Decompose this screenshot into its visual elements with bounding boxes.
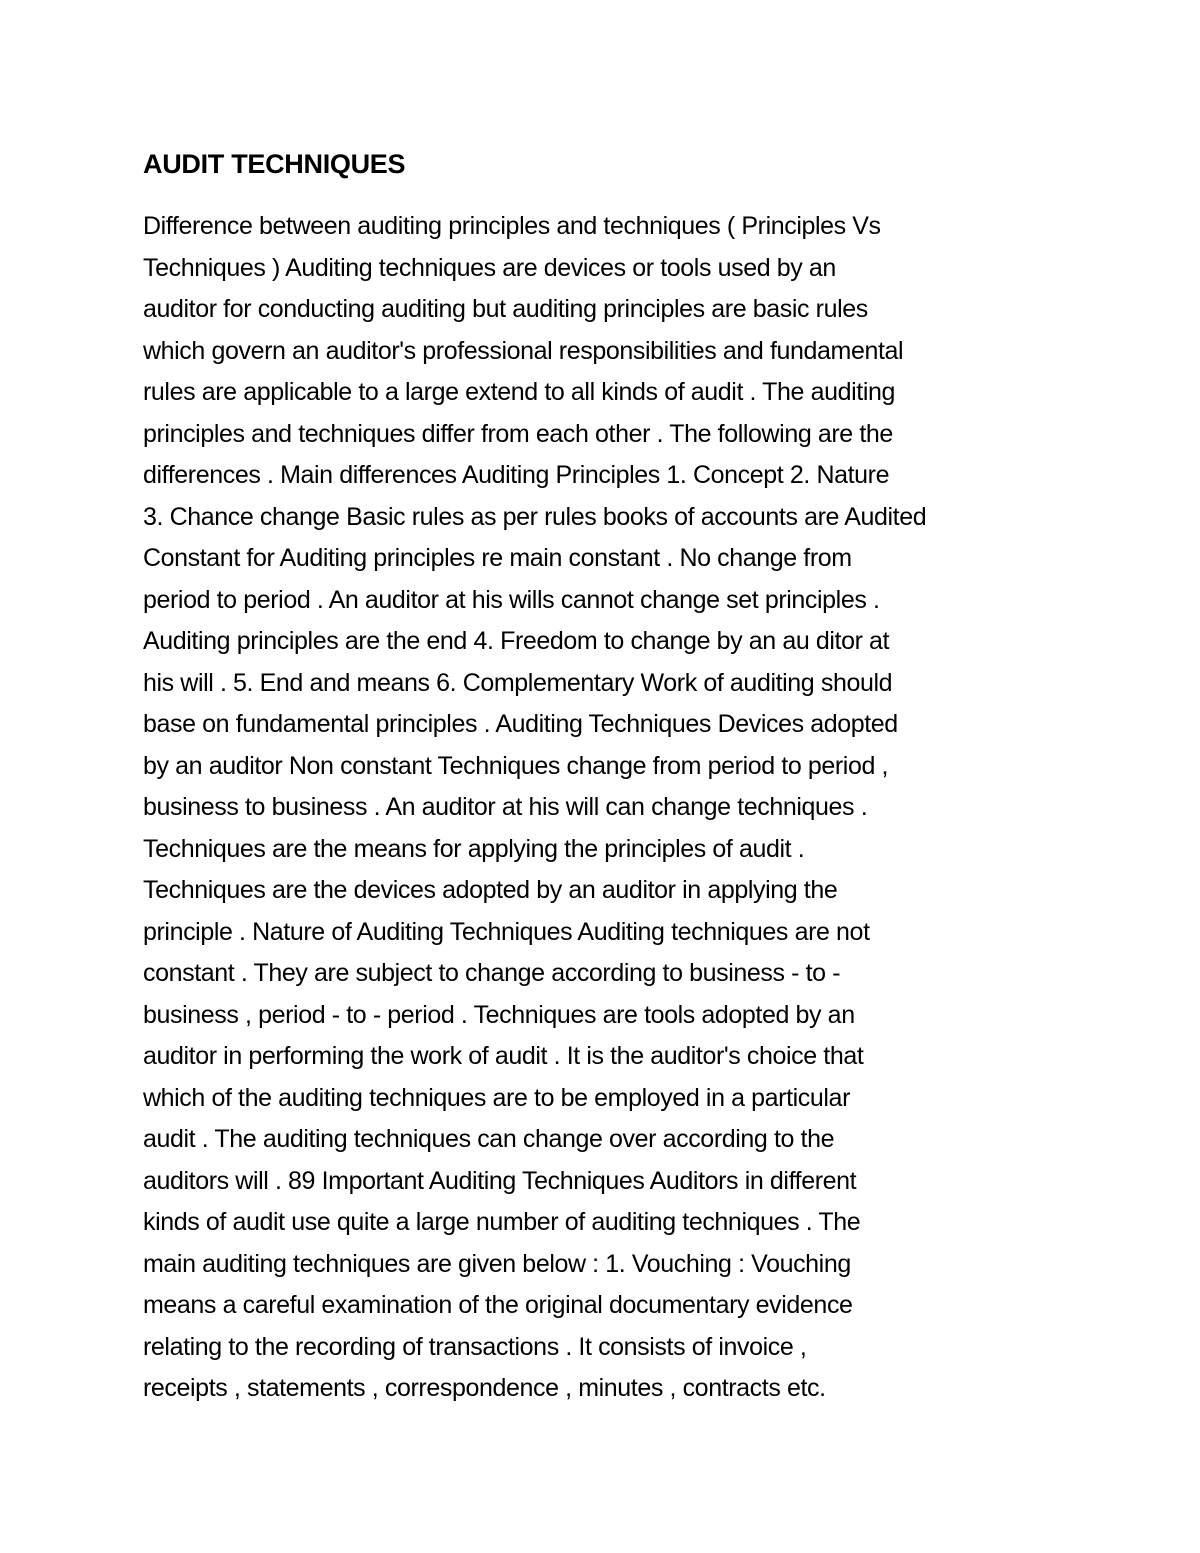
document-body — [143, 206, 926, 1410]
body-text-line: auditors will . 89 Important Auditing Techniques Auditors in different — [143, 1166, 857, 1195]
body-text-line: Techniques are the means for applying the principles of audit . — [143, 834, 805, 863]
body-text-line: Difference between auditing principles and techniques ( Principles Vs — [143, 212, 881, 240]
body-text-line: period to period . An auditor at his wills cannot change set principles . — [143, 585, 880, 614]
body-text-line: Techniques ) Auditing techniques are devices or tools used by an — [143, 253, 836, 282]
body-text-line: Techniques are the devices adopted by an auditor in applying the — [143, 876, 838, 904]
body-text-line: receipts , statements , correspondence , minutes , contracts etc. — [143, 1374, 826, 1402]
body-text-line: principle . Nature of Auditing Techniques Auditing techniques are not — [143, 917, 870, 946]
body-text-line: kinds of audit use quite a large number of auditing techniques . The — [143, 1208, 861, 1236]
body-text-line: 3. Chance change Basic rules as per rules books of accounts are Audited — [143, 502, 927, 531]
body-text-line: his will . 5. End and means 6. Complementary Work of auditing should — [143, 668, 893, 697]
body-text-line: auditor for conducting auditing but auditing principles are basic rules — [143, 295, 868, 323]
body-text-line: which govern an auditor's professional responsibilities and fundamental — [143, 336, 904, 365]
body-text-line: Auditing principles are the end 4. Freedom to change by an au ditor at — [143, 627, 890, 655]
body-text-line: principles and techniques differ from each other . The following are the — [143, 419, 893, 448]
body-text-line: relating to the recording of transactions . It consists of invoice , — [143, 1332, 807, 1361]
body-text-line: main auditing techniques are given below : 1. Vouching : Vouching — [143, 1249, 851, 1278]
body-text-line: base on fundamental principles . Auditing Techniques Devices adopted — [143, 710, 898, 738]
body-text-line: rules are applicable to a large extend to all kinds of audit . The auditing — [143, 378, 895, 406]
body-text-line: constant . They are subject to change according to business - to - — [143, 959, 841, 987]
body-text-line: means a careful examination of the original documentary evidence — [143, 1291, 853, 1319]
body-text-line: by an auditor Non constant Techniques change from period to period , — [143, 751, 889, 780]
body-text-line: Constant for Auditing principles re main constant . No change from — [143, 544, 852, 572]
body-text-line: business to business . An auditor at his will can change techniques . — [143, 793, 868, 821]
body-text-line: audit . The auditing techniques can change over according to the — [143, 1125, 835, 1153]
body-text-line: which of the auditing techniques are to be employed in a particular — [143, 1083, 850, 1112]
body-text-line: differences . Main differences Auditing Principles 1. Concept 2. Nature — [143, 461, 890, 489]
body-text-line: auditor in performing the work of audit . It is the auditor's choice that — [143, 1042, 864, 1070]
body-text-line: business , period - to - period . Techniques are tools adopted by an — [143, 1000, 855, 1029]
document-title: AUDIT TECHNIQUES — [143, 149, 406, 179]
